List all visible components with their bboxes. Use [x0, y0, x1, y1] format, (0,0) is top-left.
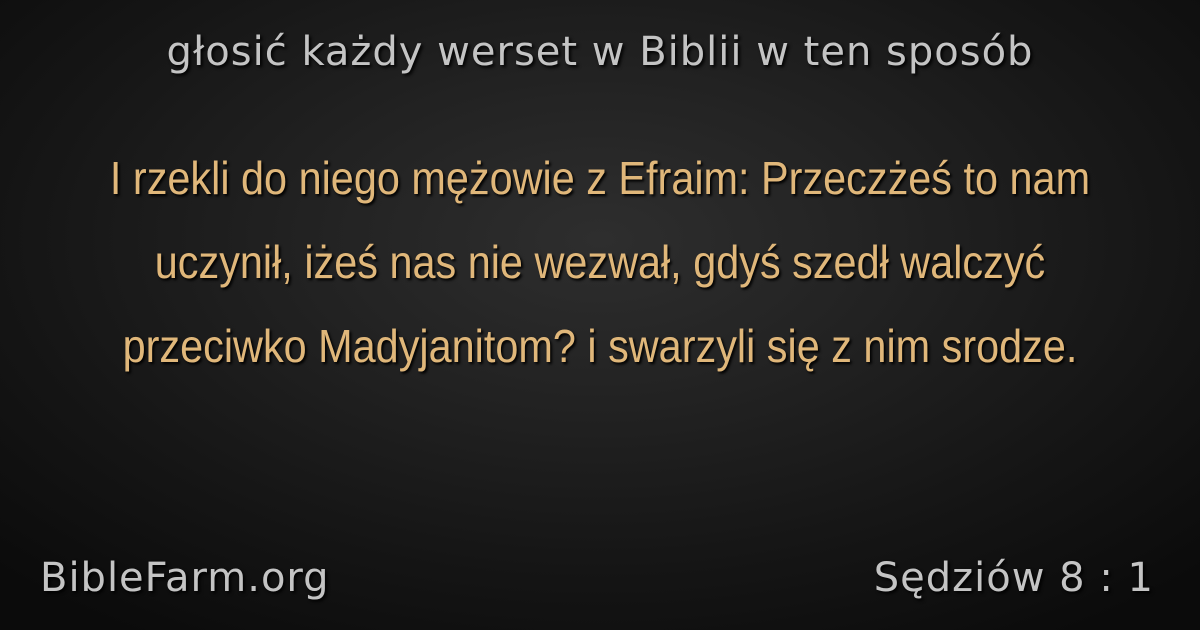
site-name: BibleFarm.org	[40, 555, 330, 601]
header-tagline: głosić każdy werset w Biblii w ten sposób	[166, 29, 1034, 75]
verse-text: I rzekli do niego mężowie z Efraim: Przeczżeś to nam uczynił, iżeś nas nie wezwał, gdyś szedł walczyć przeciwko Madyjanitom? i swarzyli się z nim srodze.	[109, 152, 1091, 372]
verse-reference: Sędziów 8 : 1	[873, 555, 1154, 601]
